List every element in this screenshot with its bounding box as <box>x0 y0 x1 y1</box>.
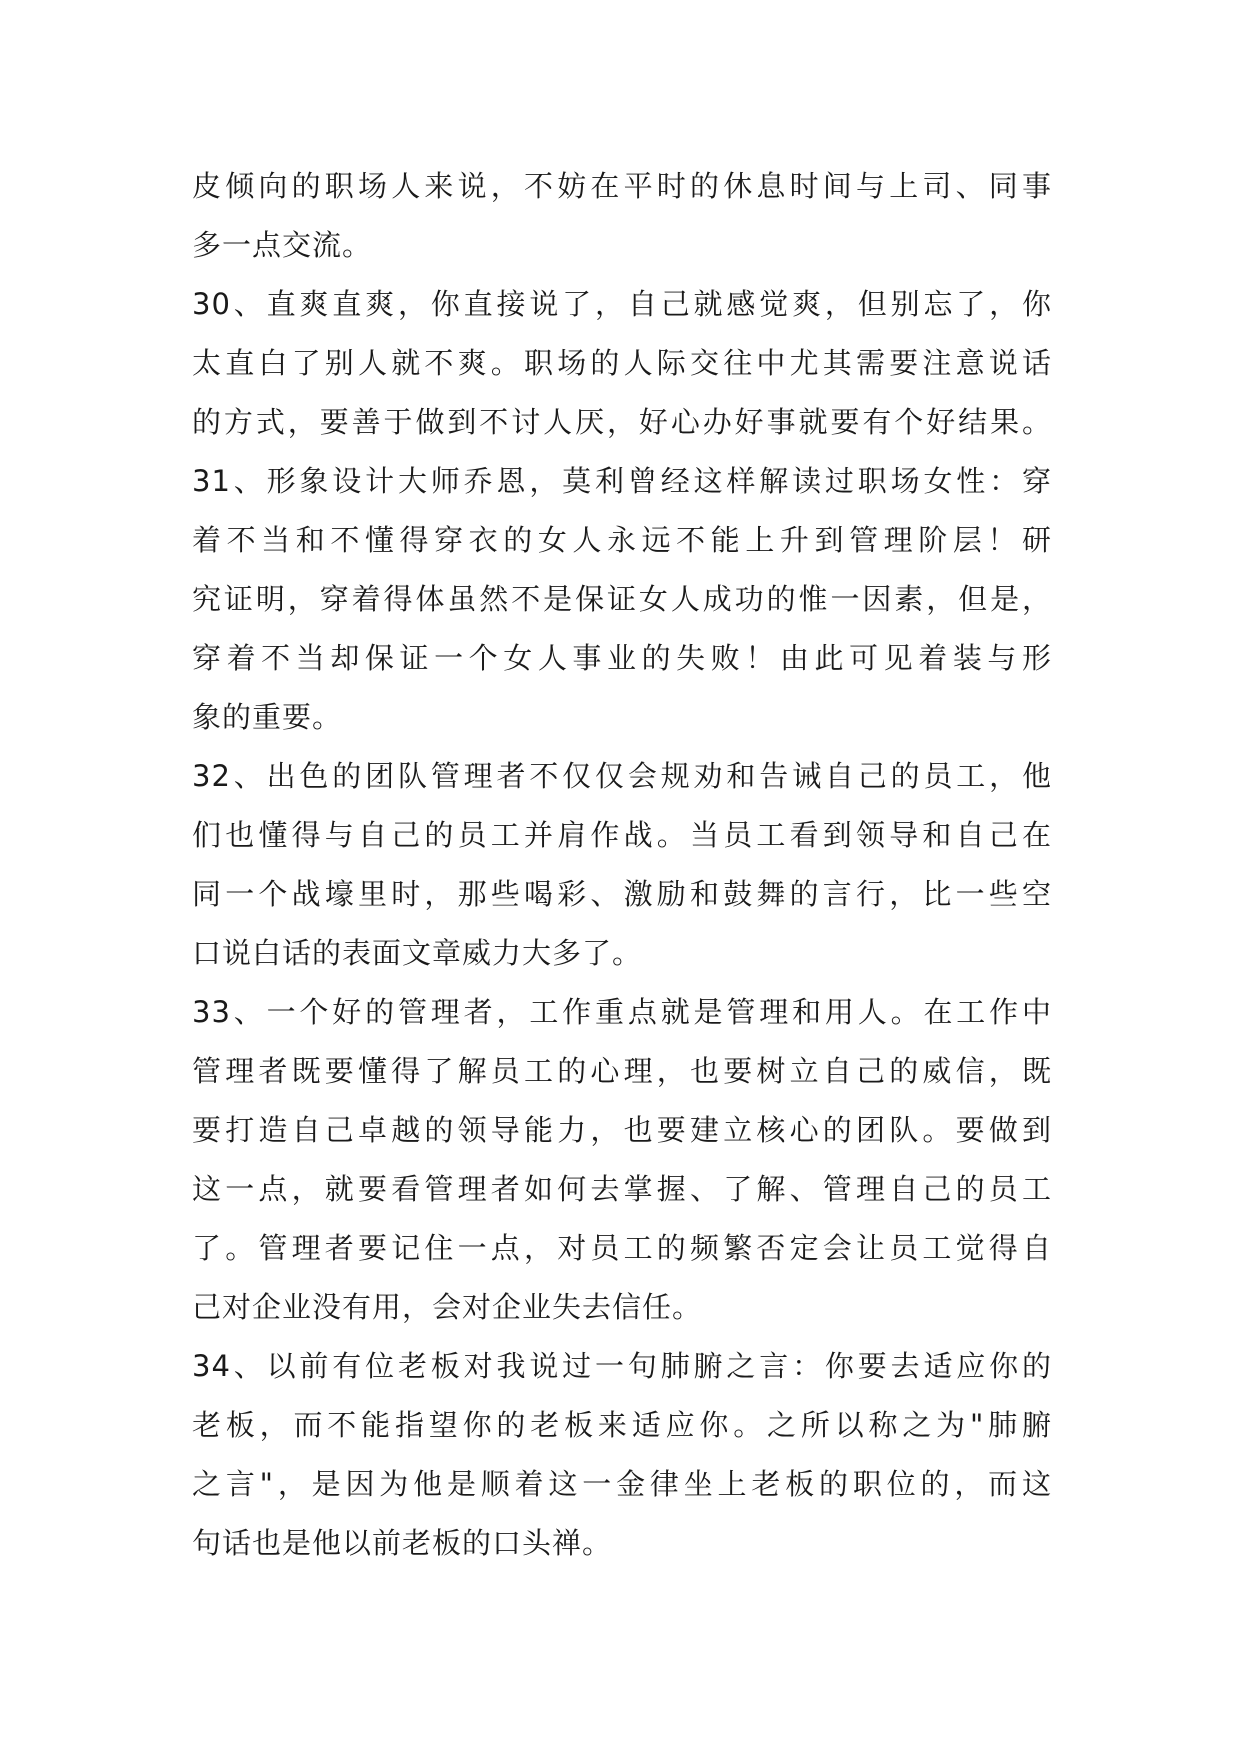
text-line: 们也懂得与自己的员工并肩作战。当员工看到领导和自己在 <box>192 818 1052 852</box>
document-body <box>192 157 1052 1573</box>
text-line: 象的重要。 <box>192 700 343 734</box>
text-line: 穿着不当却保证一个女人事业的失败！由此可见着装与形 <box>192 641 1052 675</box>
text-line: 皮倾向的职场人来说，不妨在平时的休息时间与上司、同事 <box>192 169 1052 203</box>
text-line: 要打造自己卓越的领导能力，也要建立核心的团队。要做到 <box>192 1113 1052 1147</box>
text-line: 口说白话的表面文章威力大多了。 <box>192 936 643 970</box>
text-line: 己对企业没有用，会对企业失去信任。 <box>192 1290 703 1324</box>
text-line: 34、以前有位老板对我说过一句肺腑之言：你要去适应你的 <box>192 1349 1052 1383</box>
text-line: 31、形象设计大师乔恩，莫利曾经这样解读过职场女性：穿 <box>192 464 1052 498</box>
text-line: 30、直爽直爽，你直接说了，自己就感觉爽，但别忘了，你 <box>192 287 1052 321</box>
text-line: 太直白了别人就不爽。职场的人际交往中尤其需要注意说话 <box>192 346 1052 380</box>
text-line: 之言"，是因为他是顺着这一金律坐上老板的职位的，而这 <box>192 1467 1052 1501</box>
text-line: 33、一个好的管理者，工作重点就是管理和用人。在工作中 <box>192 995 1052 1029</box>
text-line: 老板，而不能指望你的老板来适应你。之所以称之为"肺腑 <box>192 1408 1052 1442</box>
text-line: 究证明，穿着得体虽然不是保证女人成功的惟一因素，但是， <box>192 582 1052 616</box>
text-line: 管理者既要懂得了解员工的心理，也要树立自己的威信，既 <box>192 1054 1052 1088</box>
text-line: 32、出色的团队管理者不仅仅会规劝和告诫自己的员工，他 <box>192 759 1052 793</box>
text-line: 的方式，要善于做到不讨人厌，好心办好事就要有个好结果。 <box>192 405 1052 439</box>
text-line: 了。管理者要记住一点，对员工的频繁否定会让员工觉得自 <box>192 1231 1052 1265</box>
text-line: 这一点，就要看管理者如何去掌握、了解、管理自己的员工 <box>192 1172 1052 1206</box>
text-line: 同一个战壕里时，那些喝彩、激励和鼓舞的言行，比一些空 <box>192 877 1052 911</box>
text-line: 着不当和不懂得穿衣的女人永远不能上升到管理阶层！研 <box>192 523 1052 557</box>
text-line: 多一点交流。 <box>192 228 373 262</box>
text-line: 句话也是他以前老板的口头禅。 <box>192 1526 613 1560</box>
